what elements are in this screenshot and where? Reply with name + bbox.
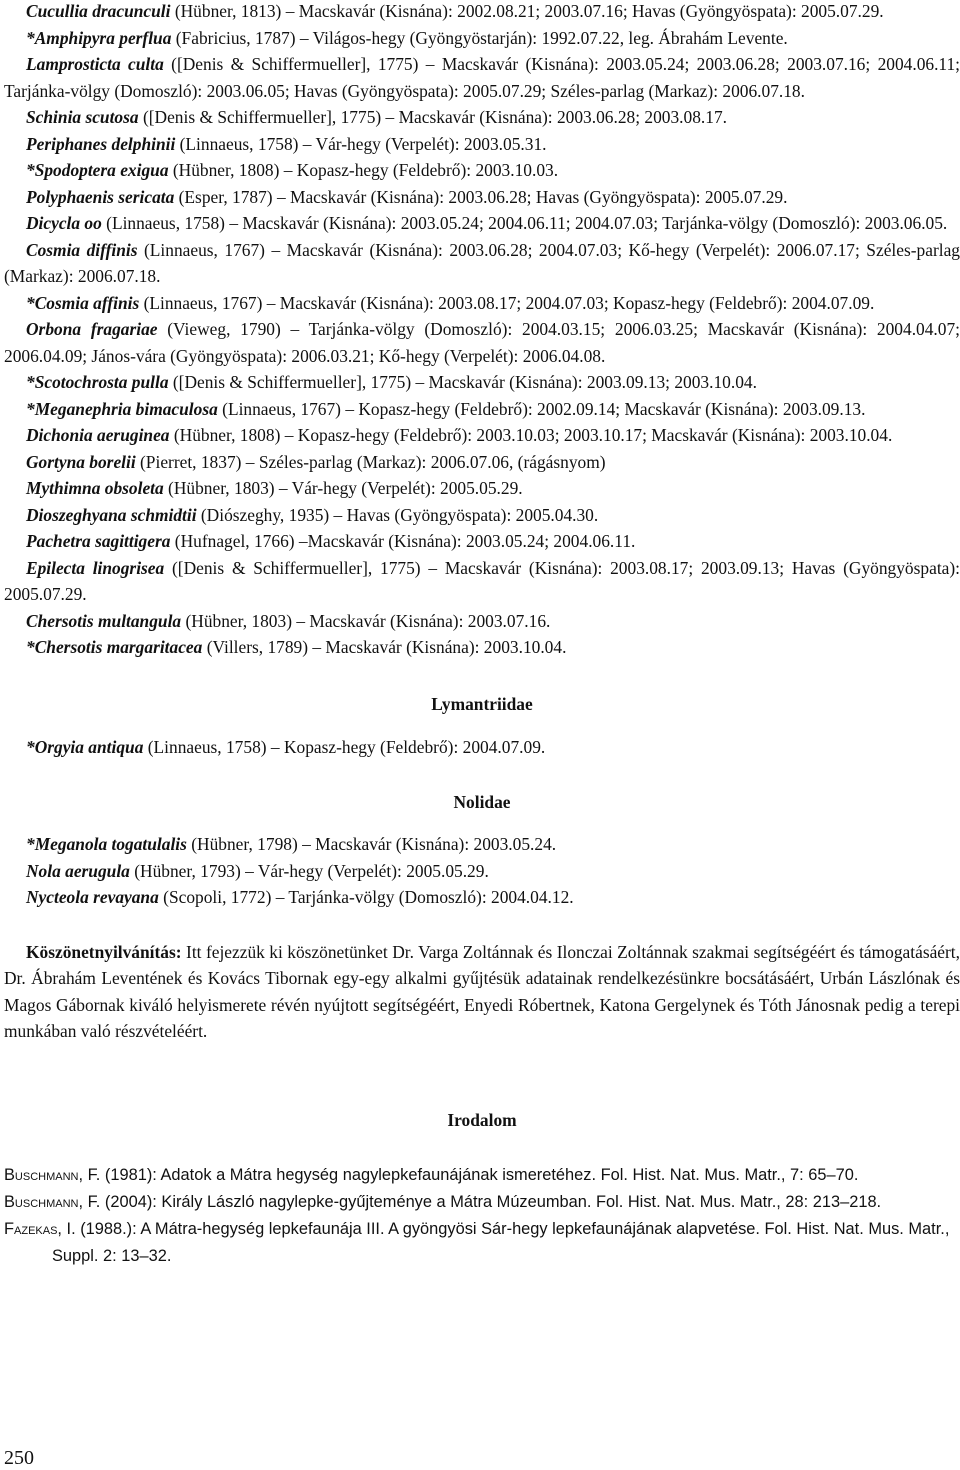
species-name: *Meganephria bimaculosa [26, 398, 218, 419]
species-entry [4, 157, 960, 184]
species-entry [4, 608, 960, 635]
species-entry [4, 502, 960, 529]
species-name: Epilecta linogrisea [26, 557, 165, 578]
species-name: *Chersotis margaritacea [26, 637, 203, 657]
species-record: (Hübner, 1803) – Vár-hegy (Verpelét): 2005.05.29. [163, 478, 523, 498]
species-name: Dioszeghyana schmidtii [26, 504, 197, 525]
acknowledgement-label: Köszönetnyilvánítás: [26, 941, 182, 962]
species-name: Gortyna borelii [26, 451, 136, 472]
species-name: *Scotochrosta pulla [26, 372, 169, 392]
species-entry [4, 449, 960, 476]
reference-item [4, 1162, 960, 1189]
species-entry [4, 831, 960, 858]
species-record: ([Denis & Schiffermueller], 1775) – Macskavár (Kisnána): 2003.09.13; 2003.10.04. [168, 372, 757, 392]
reference-list [4, 1162, 960, 1270]
species-entry [4, 0, 960, 25]
species-entry [4, 131, 960, 158]
section-heading-lymantriidae: Lymantriidae [431, 693, 533, 714]
species-name: Periphanes delphinii [26, 133, 176, 154]
species-record: (Hübner, 1813) – Macskavár (Kisnána): 2002.08.21; 2003.07.16; Havas (Gyöngyöspata): 2005.07.29. [170, 1, 884, 21]
species-name: *Amphipyra perflua [26, 27, 172, 48]
species-record: (Hufnagel, 1766) –Macskavár (Kisnána): 2003.05.24; 2004.06.11. [170, 531, 636, 551]
reference-text: (1981): Adatok a Mátra hegység nagylepkefaunájának ismeretéhez. Fol. Hist. Nat. Mus. Matr., 7: 65–70. [100, 1166, 859, 1184]
species-name: Orbona fragariae [26, 319, 158, 339]
page-number: 250 [4, 1447, 34, 1469]
species-name: Chersotis multangula [26, 610, 182, 631]
species-entry [4, 184, 960, 211]
species-entry [4, 396, 960, 423]
species-name: Cucullia dracunculi [26, 1, 171, 21]
species-record: (Linnaeus, 1767) – Kopasz-hegy (Feldebrő): 2002.09.14; Macskavár (Kisnána): 2003.09.13. [217, 398, 866, 419]
species-name: *Orgyia antiqua [26, 737, 144, 757]
section-heading-nolidae: Nolidae [453, 791, 511, 812]
species-name: Dichonia aeruginea [26, 425, 170, 445]
species-name: Nycteola revayana [26, 887, 159, 907]
species-record: (Villers, 1789) – Macskavár (Kisnána): 2003.10.04. [202, 637, 567, 657]
reference-item [4, 1216, 960, 1270]
species-name: *Cosmia affinis [26, 292, 140, 313]
species-record: (Hübner, 1803) – Macskavár (Kisnána): 2003.07.16. [181, 610, 551, 631]
species-record: (Linnaeus, 1758) – Macskavár (Kisnána): 2003.05.24; 2004.06.11; 2004.07.03; Tarjánka-völgy (Domoszló): 2003.06.05. [101, 213, 948, 233]
species-entry [4, 369, 960, 396]
species-record: (Linnaeus, 1767) – Macskavár (Kisnána): 2003.06.28; 2004.07.03; Kő-hegy (Verpelét): 2006.07.17; Széles-parlag (Markaz): 2006.07.18. [4, 239, 960, 286]
species-entry [4, 528, 960, 555]
acknowledgement-paragraph [4, 939, 960, 1045]
acknowledgement-text: Itt fejezzük ki köszönetünket Dr. Varga Zoltánnak és Ilonczai Zoltánnak szakmai segítségéért és támogatásáért, Dr. Ábrahám Leventének és Kovács Tibornak egy-egy alkalmi gyűjtésük adatainak rendelkezésünkre bocsátásáért, Urbán Lászlónak és Magos Gábornak kiváló helyismerete révén nyújtott segítségéért, Enyedi Róbertnek, Katona Gergelynek és Tóth Jánosnak pedig a terepi munkában való részvételéért. [4, 941, 960, 1041]
reference-author: Fazekas, I. [4, 1220, 76, 1238]
species-name: Nola aerugula [26, 860, 130, 881]
species-record: (Diószeghy, 1935) – Havas (Gyöngyöspata): 2005.04.30. [196, 504, 599, 525]
species-record: (Hübner, 1808) – Kopasz-hegy (Feldebrő): 2003.10.03; 2003.10.17; Macskavár (Kisnána): 2003.10.04. [169, 425, 893, 445]
species-record: (Pierret, 1837) – Széles-parlag (Markaz): 2006.07.06, (rágásnyom) [135, 451, 606, 472]
section-heading-references: Irodalom [447, 1109, 517, 1130]
reference-text: (1988.): A Mátra-hegység lepkefaunája III. A gyöngyösi Sár-hegy lepkefaunájának alapvetése. Fol. Hist. Nat. Mus. Matr., Suppl. 2: 13–32. [52, 1220, 950, 1265]
species-name: *Meganola togatulalis [26, 834, 187, 854]
species-record: (Hübner, 1808) – Kopasz-hegy (Feldebrő): 2003.10.03. [168, 160, 559, 180]
reference-author: Buschmann, F. [4, 1193, 101, 1211]
species-entry [4, 734, 960, 761]
species-entry [4, 290, 960, 317]
species-list-lymantriidae [4, 734, 960, 761]
species-entry [4, 316, 960, 369]
species-record: (Esper, 1787) – Macskavár (Kisnána): 2003.06.28; Havas (Gyöngyöspata): 2005.07.29. [174, 186, 788, 207]
species-record: (Linnaeus, 1758) – Kopasz-hegy (Feldebrő): 2004.07.09. [143, 737, 546, 757]
species-entry [4, 422, 960, 449]
species-name: Cosmia diffinis [26, 239, 138, 260]
species-record: ([Denis & Schiffermueller], 1775) – Macskavár (Kisnána): 2003.06.28; 2003.08.17. [138, 107, 728, 127]
species-name: Polyphaenis sericata [26, 186, 175, 207]
species-name: Mythimna obsoleta [26, 478, 164, 498]
species-entry [4, 634, 960, 661]
species-record: (Hübner, 1793) – Vár-hegy (Verpelét): 2005.05.29. [129, 860, 489, 881]
species-entry [4, 25, 960, 52]
species-list-nolidae [4, 831, 960, 911]
species-record: (Vieweg, 1790) – Tarjánka-völgy (Domoszló): 2004.03.15; 2006.03.25; Macskavár (Kisnána): 2004.04.07; 2006.04.09; János-vára (Gyöngyöspata): 2006.03.21; Kő-hegy (Verpelét): 2006.04.08. [4, 319, 960, 366]
species-name: Schinia scutosa [26, 107, 139, 127]
species-record: ([Denis & Schiffermueller], 1775) – Macskavár (Kisnána): 2003.08.17; 2003.09.13; Havas (Gyöngyöspata): 2005.07.29. [4, 557, 960, 604]
species-entry [4, 884, 960, 911]
species-entry [4, 104, 960, 131]
species-record: (Fabricius, 1787) – Világos-hegy (Gyöngyöstarján): 1992.07.22, leg. Ábrahám Levente. [171, 27, 788, 48]
species-record: ([Denis & Schiffermueller], 1775) – Macskavár (Kisnána): 2003.05.24; 2003.06.28; 2003.07.16; 2004.06.11; Tarjánka-völgy (Domoszló): 2003.06.05; Havas (Gyöngyöspata): 2005.07.29; Széles-parlag (Markaz): 2006.07.18. [4, 54, 960, 101]
reference-author: Buschmann, F. [4, 1166, 101, 1184]
species-name: Dicycla oo [26, 213, 102, 233]
species-name: Pachetra sagittigera [26, 531, 171, 551]
species-entry [4, 51, 960, 104]
species-record: (Hübner, 1798) – Macskavár (Kisnána): 2003.05.24. [186, 834, 557, 854]
page-body [4, 0, 960, 1270]
species-entry [4, 475, 960, 502]
species-record: (Linnaeus, 1767) – Macskavár (Kisnána): 2003.08.17; 2004.07.03; Kopasz-hegy (Feldebrő): 2004.07.09. [139, 292, 875, 313]
species-list-noctuidae [4, 0, 960, 661]
species-entry [4, 858, 960, 885]
species-name: Lamprosticta culta [26, 54, 164, 74]
species-record: (Linnaeus, 1758) – Vár-hegy (Verpelét): 2003.05.31. [175, 133, 547, 154]
reference-text: (2004): Király László nagylepke-gyűjteménye a Mátra Múzeumban. Fol. Hist. Nat. Mus. Matr., 28: 213–218. [100, 1193, 882, 1211]
species-name: *Spodoptera exigua [26, 160, 169, 180]
species-entry [4, 210, 960, 237]
species-record: (Scopoli, 1772) – Tarjánka-völgy (Domoszló): 2004.04.12. [158, 887, 574, 907]
reference-item [4, 1189, 960, 1216]
species-entry [4, 555, 960, 608]
species-entry [4, 237, 960, 290]
